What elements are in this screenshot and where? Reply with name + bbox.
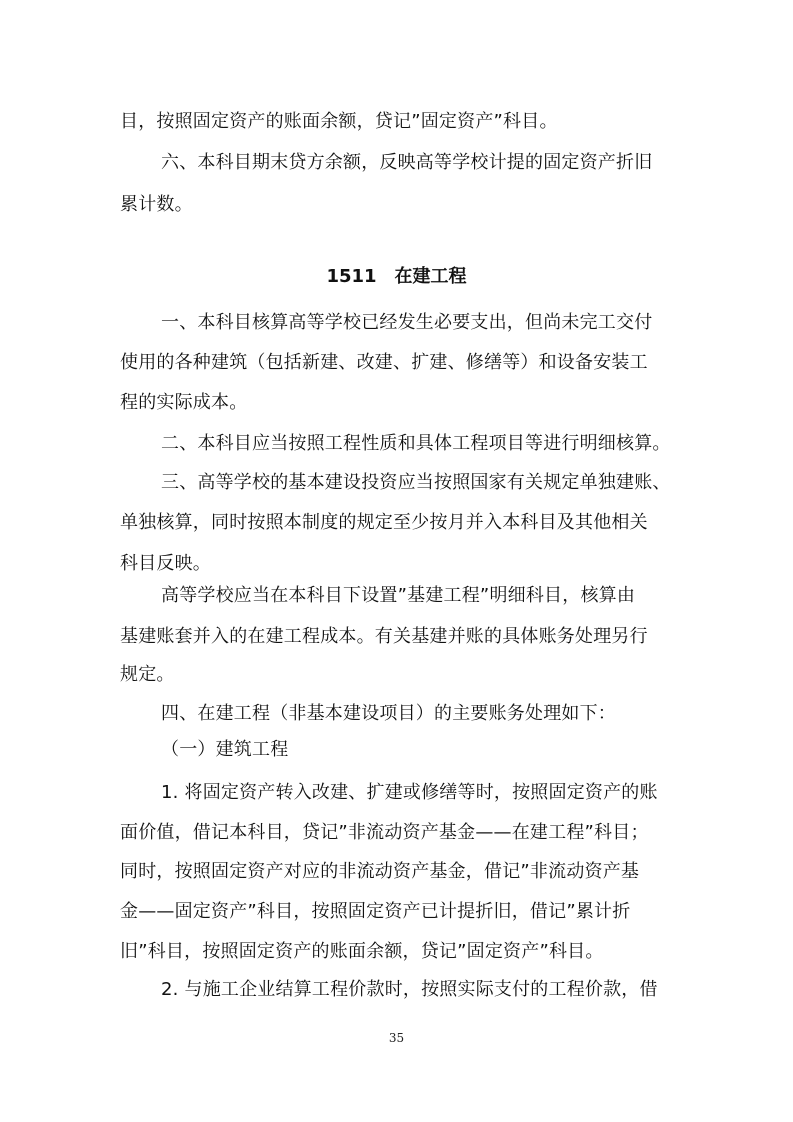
text-line: 高等学校应当在本科目下设置”基建工程”明细科目，核算由 <box>161 585 636 606</box>
text-line: 2. 与施工企业结算工程价款时，按照实际支付的工程价款，借 <box>161 979 658 1000</box>
text-line: 目，按照固定资产的账面余额，贷记”固定资产”科目。 <box>120 111 558 132</box>
page-number: 35 <box>388 1031 405 1045</box>
text-line: 四、在建工程（非基本建设项目）的主要账务处理如下： <box>161 703 616 724</box>
text-line: 六、本科目期末贷方余额，反映高等学校计提的固定资产折旧 <box>161 152 653 173</box>
text-line: 一、本科目核算高等学校已经发生必要支出，但尚未完工交付 <box>161 312 653 333</box>
text-line: 科目反映。 <box>120 553 211 574</box>
text-line: 规定。 <box>120 664 175 685</box>
section-heading: 1511 在建工程 <box>326 266 467 287</box>
text-line: 旧”科目，按照固定资产的账面余额，贷记”固定资产”科目。 <box>120 941 604 962</box>
text-line: （一）建筑工程 <box>161 739 289 760</box>
text-line: 面价值，借记本科目，贷记”非流动资产基金——在建工程”科目； <box>120 822 649 843</box>
text-line: 使用的各种建筑（包括新建、改建、扩建、修缮等）和设备安装工 <box>120 352 648 373</box>
text-line: 三、高等学校的基本建设投资应当按照国家有关规定单独建账、 <box>161 472 671 493</box>
text-line: 基建账套并入的在建工程成本。有关基建并账的具体账务处理另行 <box>120 626 648 647</box>
text-line: 程的实际成本。 <box>120 392 248 413</box>
text-line: 金——固定资产”科目，按照固定资产已计提折旧，借记”累计折 <box>120 901 631 922</box>
text-line: 二、本科目应当按照工程性质和具体工程项目等进行明细核算。 <box>161 433 671 454</box>
text-line: 单独核算，同时按照本制度的规定至少按月并入本科目及其他相关 <box>120 512 648 533</box>
text-line: 累计数。 <box>120 194 193 215</box>
text-line: 1. 将固定资产转入改建、扩建或修缮等时，按照固定资产的账 <box>161 782 658 803</box>
text-line: 同时，按照固定资产对应的非流动资产基金，借记”非流动资产基 <box>120 861 640 882</box>
